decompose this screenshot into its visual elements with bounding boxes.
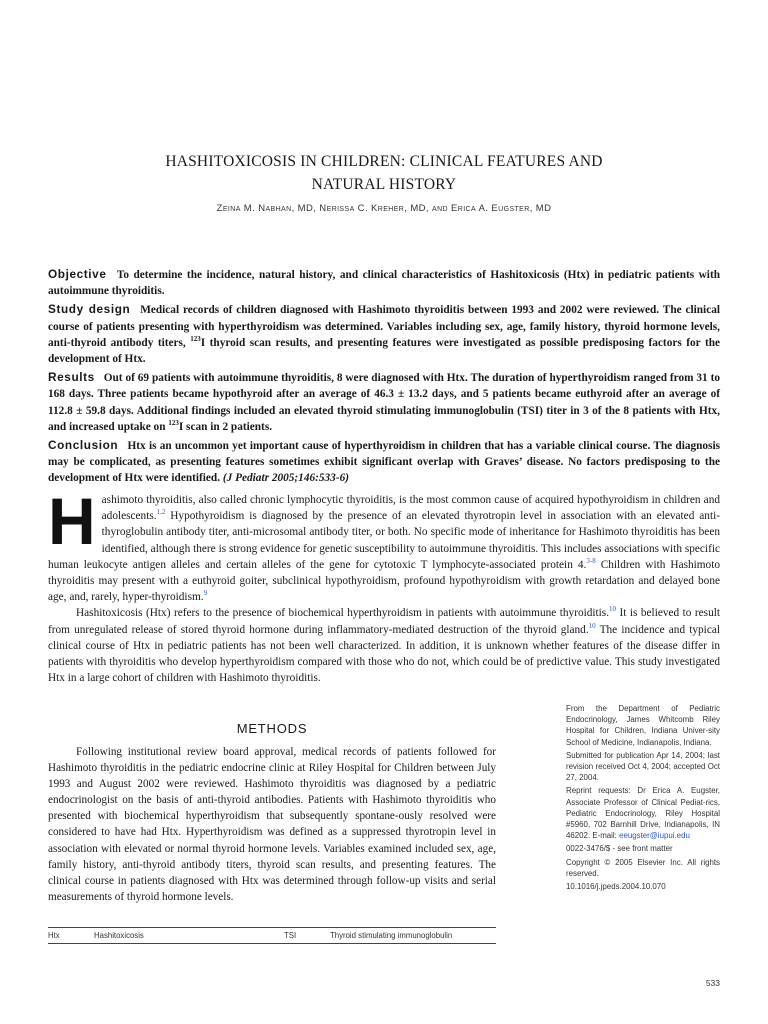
methods-section <box>48 744 496 905</box>
page-number: 533 <box>705 978 720 988</box>
doi-line: 10.1016/j.jpeds.2004.10.070 <box>566 882 666 892</box>
ref-link[interactable]: 9 <box>203 589 208 598</box>
methods-paragraph: Following institutional review board approval, medical records of patients followed for Hashimoto thyroiditis in the pediatric endocrine clinic at Riley Hospital for Children between July 1993 and August 2002 were reviewed. Hashimoto thyroiditis was diagnosed by a pediatric endocrinologist on the basis of anti-thyroid antibodies. Patients with Hashimoto thyroiditis who presented with biochemical hyperthyroidism that subsequently spontane-ously resolved were considered to have had Htx. Hyperthyroidism was defined as a suppressed thyrotropin level in association with elevated or normal thyroid hormone levels. Variables examined included sex, age, family history, anti-thyroid antibody titers, thyroid scan results, and presenting features. The clinical course in patients diagnosed with Htx was determined through follow-up visits and serial measurements of thyroid hormone levels. <box>48 746 496 903</box>
results-text-a: Out of 69 patients with autoimmune thyroiditis, 8 were diagnosed with Htx. The duration of hyperthyroidism ranged from 31 to 168 days. Three patients became hypothyroid after an average of 46.3 ± 13.2 days, and 5 patients became euthyroid after an average of 112.8 ± 59.8 days. Additional findings included an elevated thyroid stimulating immunoglobulin (TSI) titer in 3 of the 8 patients with Htx, and increased uptake on <box>48 372 721 433</box>
ref-link[interactable]: 10 <box>609 605 617 614</box>
abbreviation-term: TSI <box>284 931 297 940</box>
results-label: Results <box>48 370 95 385</box>
issn-line: 0022-3476/$ - see front matter <box>566 844 673 854</box>
design-isotope-sup: 123 <box>190 335 201 344</box>
intro-p1-c: Children with Hashimoto thyroiditis may present with a euthyroid goiter, subclinical hypothyroidism, profound hypothyroidism with growth retardation and delayed bone age, and, rarely, hyper-thyroidism. <box>48 558 720 604</box>
email-link[interactable]: eeugster@iupui.edu <box>619 831 690 841</box>
design-text-b: I thyroid scan results, and presenting features were investigated as possible predisposing factors for the development of Htx. <box>48 336 721 366</box>
methods-heading: METHODS <box>236 721 308 736</box>
ref-link[interactable]: 1,2 <box>156 508 166 517</box>
title-line-2: NATURAL HISTORY <box>311 176 457 193</box>
abbreviation-definition: Thyroid stimulating immunoglobulin <box>330 931 453 940</box>
intro-p2-b: It is believed to result from unregulated release of stored thyroid hormone during inflammatory-mediated destruction of the thyroid gland. <box>48 607 720 636</box>
conclusion-label: Conclusion <box>48 438 119 453</box>
objective-label: Objective <box>48 267 107 281</box>
results-text-b: I scan in 2 patients. <box>178 420 273 433</box>
abstract-conclusion <box>48 437 720 487</box>
abbreviation-rule-bottom <box>48 943 496 944</box>
intro-paragraph-2 <box>48 605 720 686</box>
results-isotope-sup: 123 <box>168 419 179 428</box>
ref-link[interactable]: 3-8 <box>586 557 596 566</box>
design-label: Study design <box>48 302 131 317</box>
abbreviation-rule-top <box>48 927 496 928</box>
intro-p2-c: The incidence and typical clinical course of Htx in pediatric patients has not been well characterized. In addition, it is unknown whether features of the disease differ in patients with thyroiditis who develop hyperthyroidism compared with those who do not, which could be of predictive value. This study investigated Htx in a large cohort of children with Hashimoto thyroiditis. <box>48 623 720 685</box>
drop-cap: H <box>48 484 96 558</box>
abstract <box>48 266 720 489</box>
intro-p1-a: ashimoto thyroiditis, also called chronic lymphocytic thyroiditis, is the most common cause of acquired hypothyroidism in children and adolescents. <box>101 494 720 523</box>
article-title <box>60 150 708 196</box>
copyright-line: Copyright © 2005 Elsevier Inc. All rights reserved. <box>566 857 720 878</box>
abbreviation-term: Htx <box>48 931 60 940</box>
article-footnotes <box>566 703 720 894</box>
objective-text: To determine the incidence, natural history, and clinical characteristics of Hashitoxicosis (Htx) in pediatric patients with autoimmune thyroiditis. <box>48 269 720 298</box>
abstract-objective <box>48 266 720 299</box>
author-list: Zeina M. Nabhan, MD, Nerissa C. Kreher, MD, and Erica A. Eugster, MD <box>216 203 552 214</box>
reprint-requests <box>566 785 720 841</box>
title-line-1: HASHITOXICOSIS IN CHILDREN: CLINICAL FEATURES AND <box>165 153 603 170</box>
journal-citation: (J Pediatr 2005;146:533-6) <box>222 472 349 485</box>
intro-paragraph-1 <box>48 484 720 605</box>
abstract-study-design <box>48 301 720 367</box>
intro-p1-b: Hypothyroidism is diagnosed by the presence of an elevated thyrotropin level in association with an elevated anti-thyroglobulin antibody titer, anti-microsomal antibody titer, or both. No specific mode of inheritance for Hashimoto thyroiditis has been identified, although there is strong evidence for genetic susceptibility to autoimmune thyroiditis. This includes associations with specific human leukocyte antigen alleles and certain alleles of the gene for cytotoxic T lymphocyte-associated protein 4. <box>48 510 720 571</box>
abstract-results <box>48 369 720 435</box>
reprint-text: Reprint requests: Dr Erica A. Eugster, Associate Professor of Clinical Pediat-rics, Pediatric Endocrinology, Riley Hospital #5960, 702 Barnhill Drive, Indianapolis, IN 46202. E-mail: <box>566 786 720 841</box>
intro-p2-a: Hashitoxicosis (Htx) refers to the presence of biochemical hyperthyroidism in patients with autoimmune thyroiditis. <box>76 607 610 620</box>
conclusion-text: Htx is an uncommon yet important cause of hyperthyroidism in children that has a variable clinical course. The diagnosis may be complicated, as presenting features sometimes exhibit significant overlap with Graves’ disease. No factors predisposing to the development of Htx were identified. <box>48 440 720 485</box>
affiliation: From the Department of Pediatric Endocrinology, James Whitcomb Riley Hospital for Children, Indiana Univer-sity School of Medicine, Indianapolis, Indiana. <box>566 704 720 747</box>
ref-link[interactable]: 10 <box>588 621 596 630</box>
abbreviation-definition: Hashitoxicosis <box>94 931 144 940</box>
design-text-a: Medical records of children diagnosed with Hashimoto thyroiditis between 1993 and 2002 were reviewed. The clinical course of patients presenting with hyperthyroidism was determined. Variables including sex, age, family history, thyroid hormone levels, anti-thyroid antibody titers, <box>48 304 720 349</box>
introduction <box>48 484 720 686</box>
submission-dates: Submitted for publication Apr 14, 2004; last revision received Oct 4, 2004; accepted Oct 27, 2004. <box>566 750 720 783</box>
